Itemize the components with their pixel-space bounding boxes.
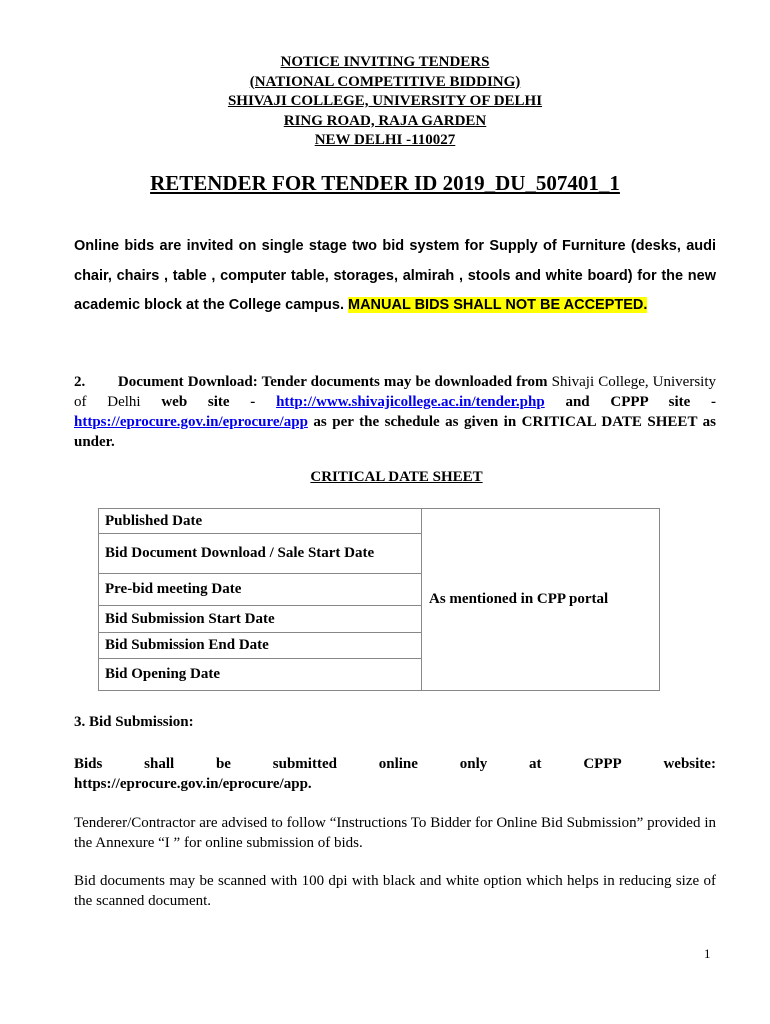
download-heading: Document Download: Tender documents may be downloaded from [117,374,548,390]
header-line-4: RING ROAD, RAJA GARDEN [283,112,487,129]
header-line-2: (NATIONAL COMPETITIVE BIDDING) [249,73,521,90]
word: be [215,756,231,772]
section-2-number: 2. [74,374,86,390]
word: only [459,756,488,772]
word: Bids [74,756,103,772]
word: online [378,756,418,772]
bid-submission-line [74,754,716,774]
cppp-label: and CPPP site - [565,394,717,410]
table-row [99,509,660,534]
manual-bids-warning: MANUAL BIDS SHALL NOT BE ACCEPTED. [348,297,648,313]
notice-header [0,53,770,151]
scan-paragraph: Bid documents may be scanned with 100 dpi with black and white option which helps in reducing size of the scanned document. [74,873,716,909]
row-label: Pre-bid meeting Date [99,574,422,606]
page-number: 1 [704,946,711,961]
header-line-1: NOTICE INVITING TENDERS [280,54,490,70]
header-line-5: NEW DELHI -110027 [314,132,456,148]
document-download-paragraph [74,372,716,452]
word: shall [144,756,175,772]
retender-title: RETENDER FOR TENDER ID 2019_DU_507401_1 [150,171,620,195]
row-label: Bid Opening Date [99,659,422,691]
critical-date-sheet-title: CRITICAL DATE SHEET [310,469,483,485]
bid-submission-paragraph [74,754,716,794]
word: CPPP [583,756,622,772]
intro-period: . [339,297,344,313]
cppp-link[interactable]: https://eprocure.gov.in/eprocure/app [74,414,308,430]
row-label: Bid Submission Start Date [99,606,422,633]
word: submitted [272,756,337,772]
word: at [529,756,542,772]
row-value: As mentioned in CPP portal [422,509,660,691]
intro-paragraph [74,232,716,321]
intro-text: Online bids are invited on single stage two bid system for Supply of Furniture (desks, audi chair, chairs , table , computer table, storages, almirah , stools and white board) for the new academic block at the College campus [74,238,716,313]
cppp-url-text: https://eprocure.gov.in/eprocure/app. [74,776,312,792]
college-tender-link[interactable]: http://www.shivajicollege.ac.in/tender.php [276,394,545,410]
critical-date-table [98,508,660,691]
section-3-heading: 3. Bid Submission: [74,714,194,730]
row-label: Published Date [99,509,422,534]
college-name: Shivaji College, University of Delhi [74,374,717,410]
download-tail: as per the schedule as given in CRITICAL DATE SHEET as under. [74,414,717,450]
row-label: Bid Document Download / Sale Start Date [99,534,422,574]
header-line-3: SHIVAJI COLLEGE, UNIVERSITY OF DELHI [227,93,543,109]
tenderer-paragraph: Tenderer/Contractor are advised to follow “Instructions To Bidder for Online Bid Submission” provided in the Annexure “I ” for online submission of bids. [74,815,716,851]
website-label: web site - [161,394,256,410]
word: website: [663,756,716,772]
row-label: Bid Submission End Date [99,633,422,659]
